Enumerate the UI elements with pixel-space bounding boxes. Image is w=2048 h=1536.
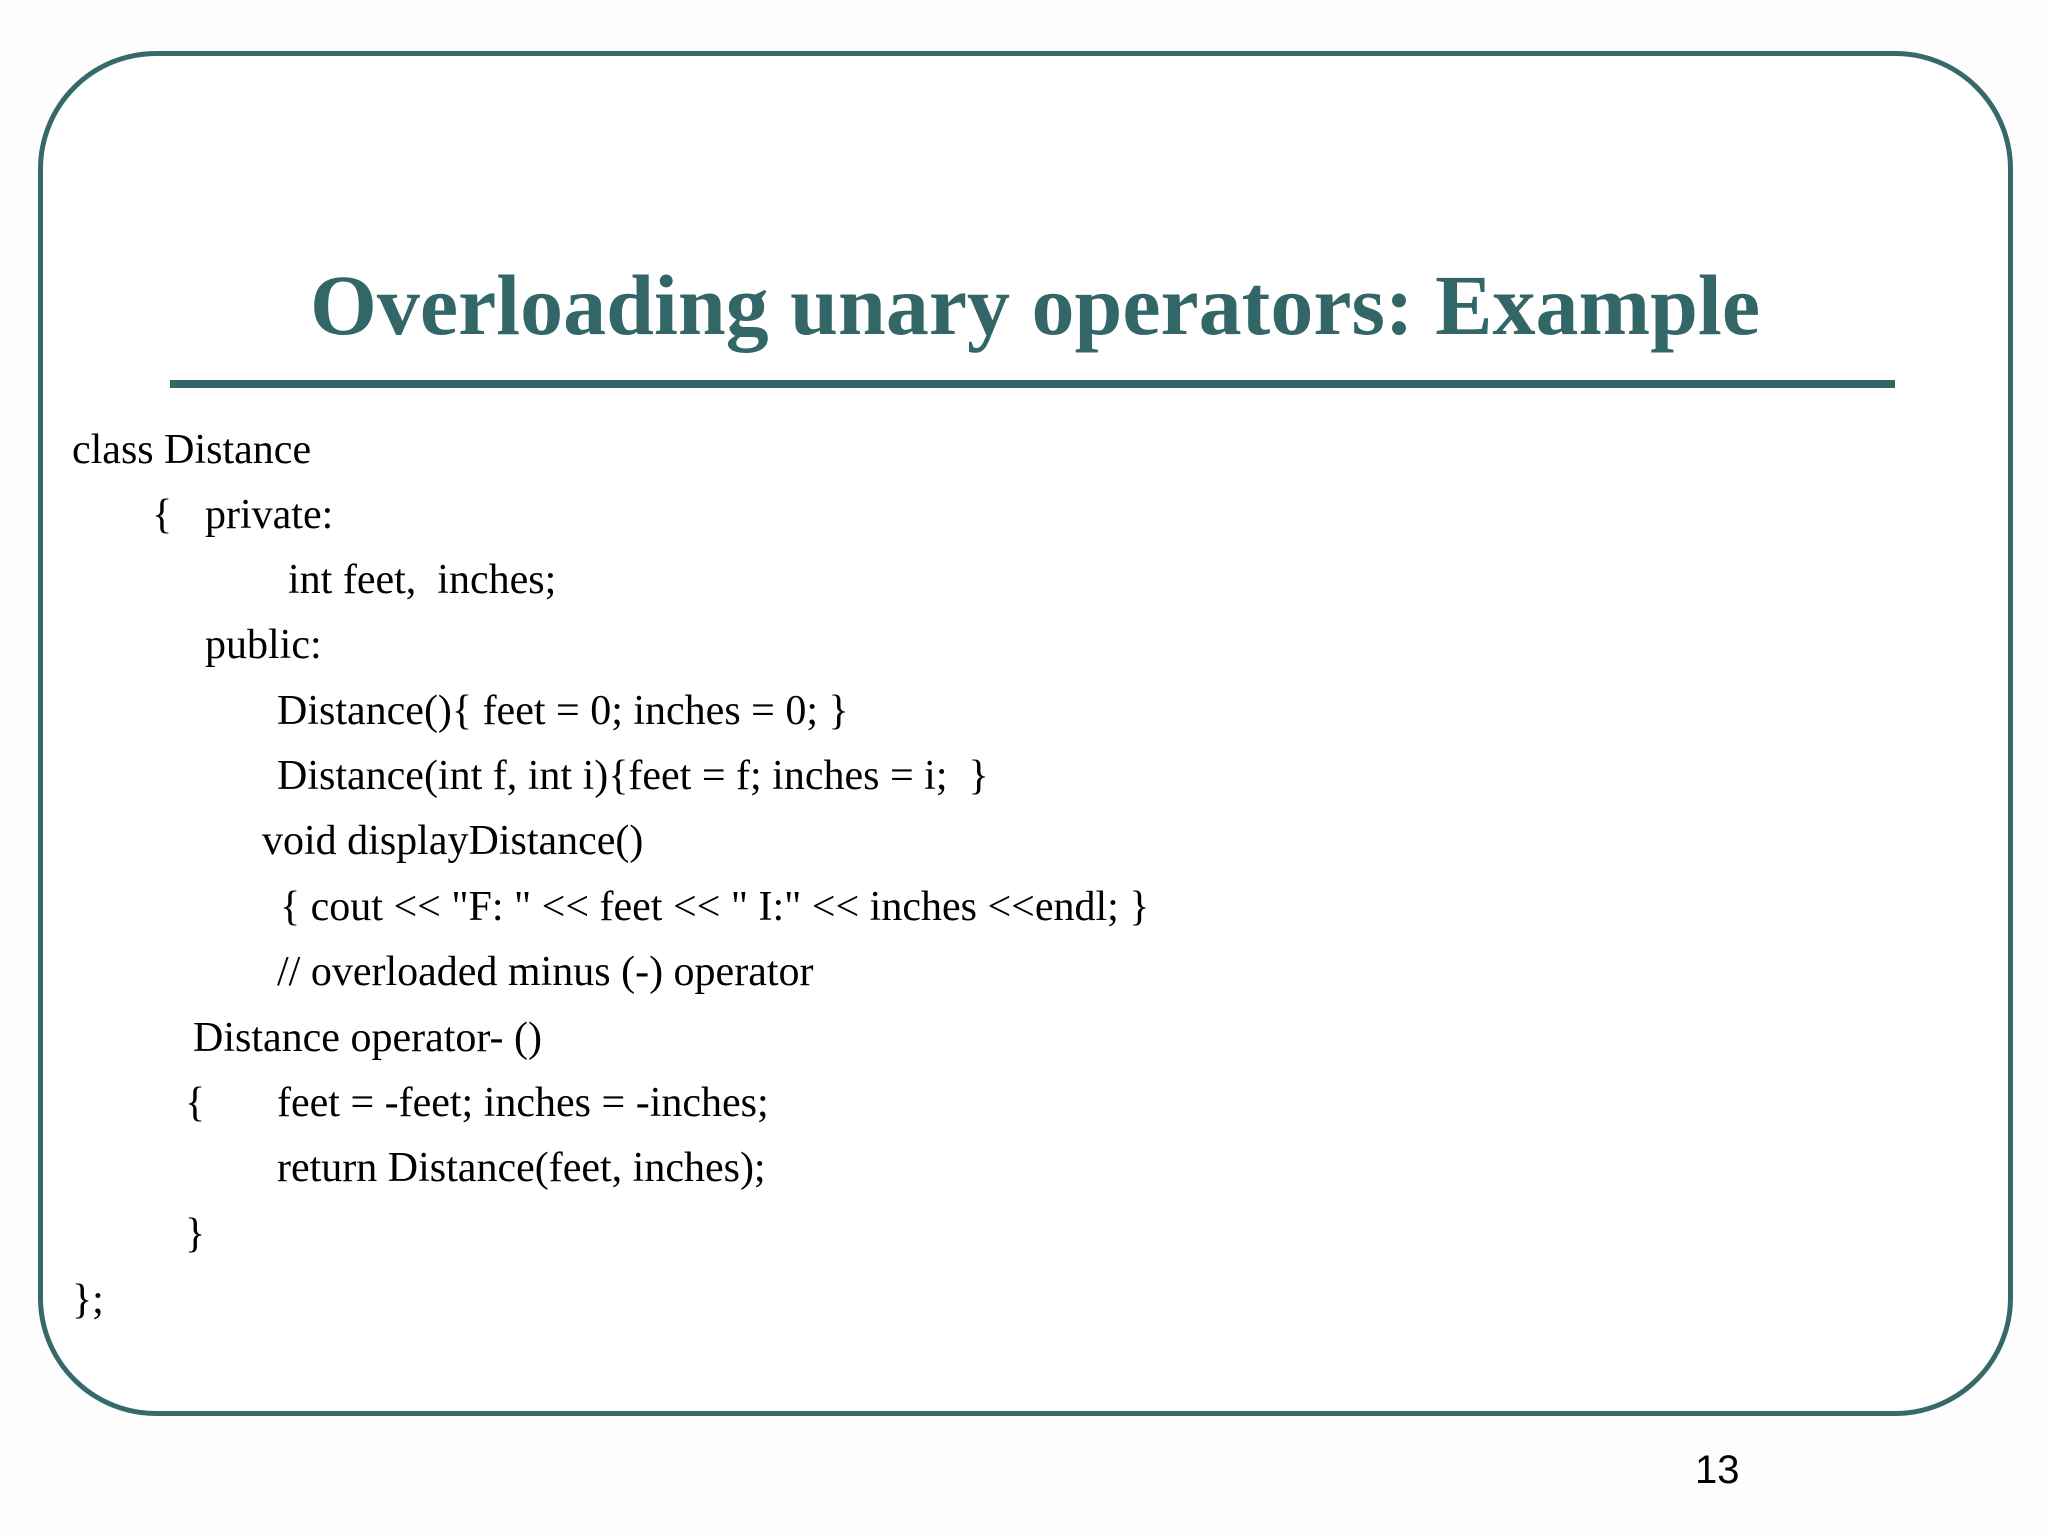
- code-line-operator-open-brace: {: [185, 1080, 206, 1126]
- code-line-param-constructor: Distance(int f, int i){feet = f; inches = i; }: [277, 753, 989, 799]
- code-line-members: int feet, inches;: [288, 557, 557, 603]
- code-line-class-declaration: class Distance: [72, 427, 312, 473]
- code-line-default-constructor: Distance(){ feet = 0; inches = 0; }: [277, 688, 849, 734]
- code-line-private: private:: [205, 492, 334, 538]
- code-line-public: public:: [205, 622, 322, 668]
- code-line-cout: { cout << "F: " << feet << " I:" << inches <<endl; }: [280, 884, 1150, 930]
- page-number: 13: [1695, 1448, 1740, 1492]
- code-line-comment: // overloaded minus (-) operator: [277, 949, 814, 995]
- slide-title: Overloading unary operators: Example: [310, 257, 1760, 353]
- code-line-open-brace: {: [152, 492, 173, 538]
- title-underline: [170, 380, 1895, 388]
- code-line-display-method: void displayDistance(): [262, 818, 644, 864]
- code-line-return: return Distance(feet, inches);: [277, 1145, 766, 1191]
- code-line-negate: feet = -feet; inches = -inches;: [277, 1080, 769, 1126]
- code-line-operator-signature: Distance operator- (): [193, 1015, 542, 1061]
- code-line-class-close: };: [72, 1277, 104, 1323]
- code-line-operator-close-brace: }: [185, 1211, 206, 1257]
